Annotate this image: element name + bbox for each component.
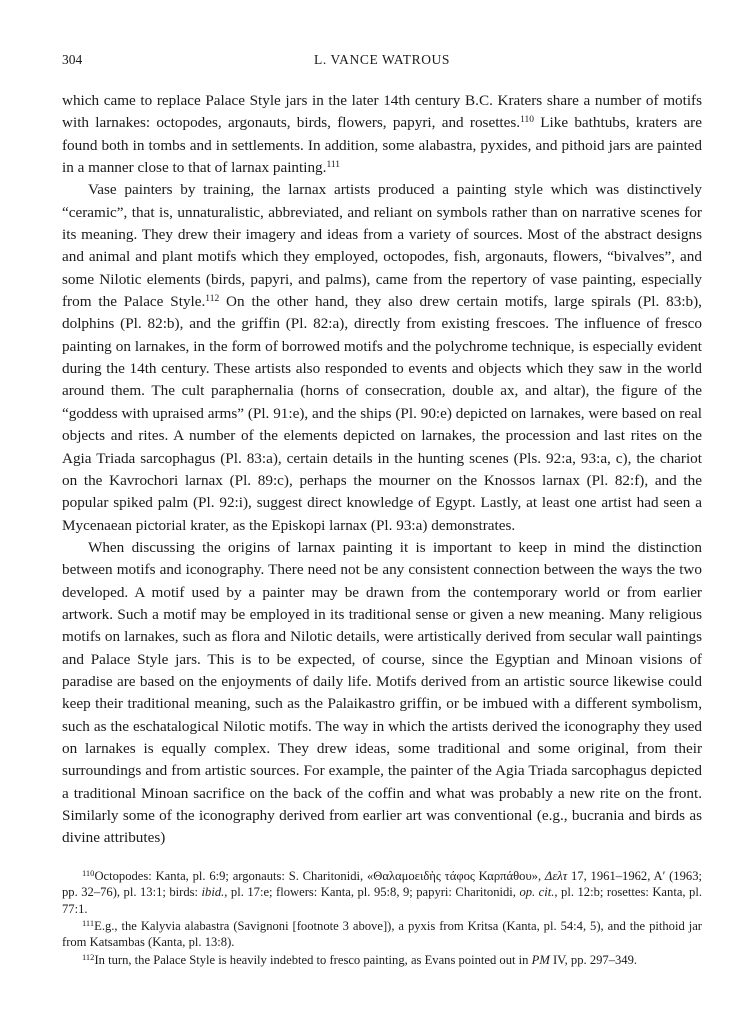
page-number: 304 <box>62 52 83 67</box>
footnote-ref-111: 111 <box>326 160 340 171</box>
footnote-ref-112: 112 <box>205 294 220 305</box>
footnotes <box>62 868 702 968</box>
running-head-author: L. VANCE WATROUS <box>314 52 450 67</box>
paragraph-1: which came to replace Palace Style jars in the later 14th century B.C. Kraters share a number of motifs with larnakes: octopodes, argonauts, birds, flowers, papyri, and rosettes.$^{110}$ Like bathtubs, kraters are found both in tombs and in settlements. In addition, some alabastra, pyxides, and pithoid jars are painted in a manner close to that of larnax painting.$^{111}$ <box>62 92 703 177</box>
era-abbrev: B.C. <box>465 92 493 109</box>
footnote-112: $^{112}$In turn, the Palace Style is heavily indebted to fresco painting, as Evans pointed out in PM IV, pp. 297–349. <box>82 951 638 967</box>
running-header <box>62 52 702 74</box>
body-text <box>62 90 702 850</box>
paragraph-2: Vase painters by training, the larnax artists produced a painting style which was distinctively “ceramic”, that is, unnaturalistic, abbreviated, and reliant on symbols rather than on narrative scenes for its meaning. They drew their imagery and ideas from a variety of sources. Most of the abstract designs and animal and plant motifs which they employed, octopodes, fish, argonauts, flowers, “bivalves”, and some Nilotic elements (birds, papyri, and palms), came from the repertory of vase painting, especially from the Palace Style.$^{112}$ On the other hand, they also drew certain motifs, large spirals (Pl. 83:b), dolphins (Pl. 82:b), and the griffin (Pl. 82:a), directly from existing frescoes. The influence of fresco painting on larnakes, in the form of borrowed motifs and the polychrome technique, is especially evident during the 14th century. These artists also responded to events and objects which they saw in the world around them. The cult paraphernalia (horns of consecration, double ax, and altar), the figure of the “goddess with upraised arms” (Pl. 91:e), and the ships (Pl. 90:e) depicted on larnakes, were based on real objects and rites. A number of the elements depicted on larnakes, the procession and last rites on the Agia Triada sarcophagus (Pl. 83:a), certain details in the hunting scenes (Pls. 92:a, 93:a, c), the chariot on the Kavrochori larnax (Pl. 89:c), perhaps the mourner on the Knossos larnax (Pl. 82:f), and the popular spiked palm (Pl. 92:i), suggest direct knowledge of Egypt. Lastly, at least one artist had seen a Mycenaean pictorial krater, as the Episkopi larnax (Pl. 93:a) demonstrates. <box>62 181 702 534</box>
footnote-110: $^{110}$Octopodes: Kanta, pl. 6:9; argonauts: S. Charitonidi, «Θαλαμοειδὴς τάφος Καρπάθου», Δελτ 17, 1961–1962, Α′ (1963; pp. 32–76), pl. 13:1; birds: ibid., pl. 17:e; flowers: Kanta, pl. 95:8, 9; papyri: Charitonidi, op. cit., pl. 12:b; rosettes: Kanta, pl. 77:1. <box>62 867 702 916</box>
paragraph-3: When discussing the origins of larnax painting it is important to keep in mind the distinction between motifs and iconography. There need not be any consistent connection between the ways the two developed. A motif used by a painter may be drawn from the contemporary world or from earlier artwork. Such a motif may be employed in its traditional sense or given a new meaning. Many religious motifs on larnakes, such as flora and Nilotic details, were artistically derived from secular wall paintings and Palace Style jars. This is to be expected, of course, since the Egyptian and Minoan visions of paradise are based on the enjoyments of daily life. Motifs derived from an artistic source likewise could keep their traditional meaning, such as the Palaikastro griffin, or be imbued with a different symbolism, such as the eschatalogical Nilotic motifs. The way in which the artists derived the iconography they used on larnakes is equally complex. They drew ideas, some traditional and some original, from their surroundings and from artistic sources. For example, the painter of the Agia Triada sarcophagus depicted a traditional Minoan sacrifice on the back of the coffin and what was probably a new rite on the front. Similarly some of the iconography derived from earlier art was conventional (e.g., bucrania and birds as divine attributes) <box>62 538 702 847</box>
footnote-ref-110: 110 <box>520 115 534 126</box>
footnote-111: $^{111}$E.g., the Kalyvia alabastra (Savignoni [footnote 3 above]), a pyxis from Kritsa (Kanta, pl. 54:4, 5), and the pithoid jar from Katsambas (Kanta, pl. 13:8). <box>62 917 702 950</box>
page <box>62 52 702 968</box>
